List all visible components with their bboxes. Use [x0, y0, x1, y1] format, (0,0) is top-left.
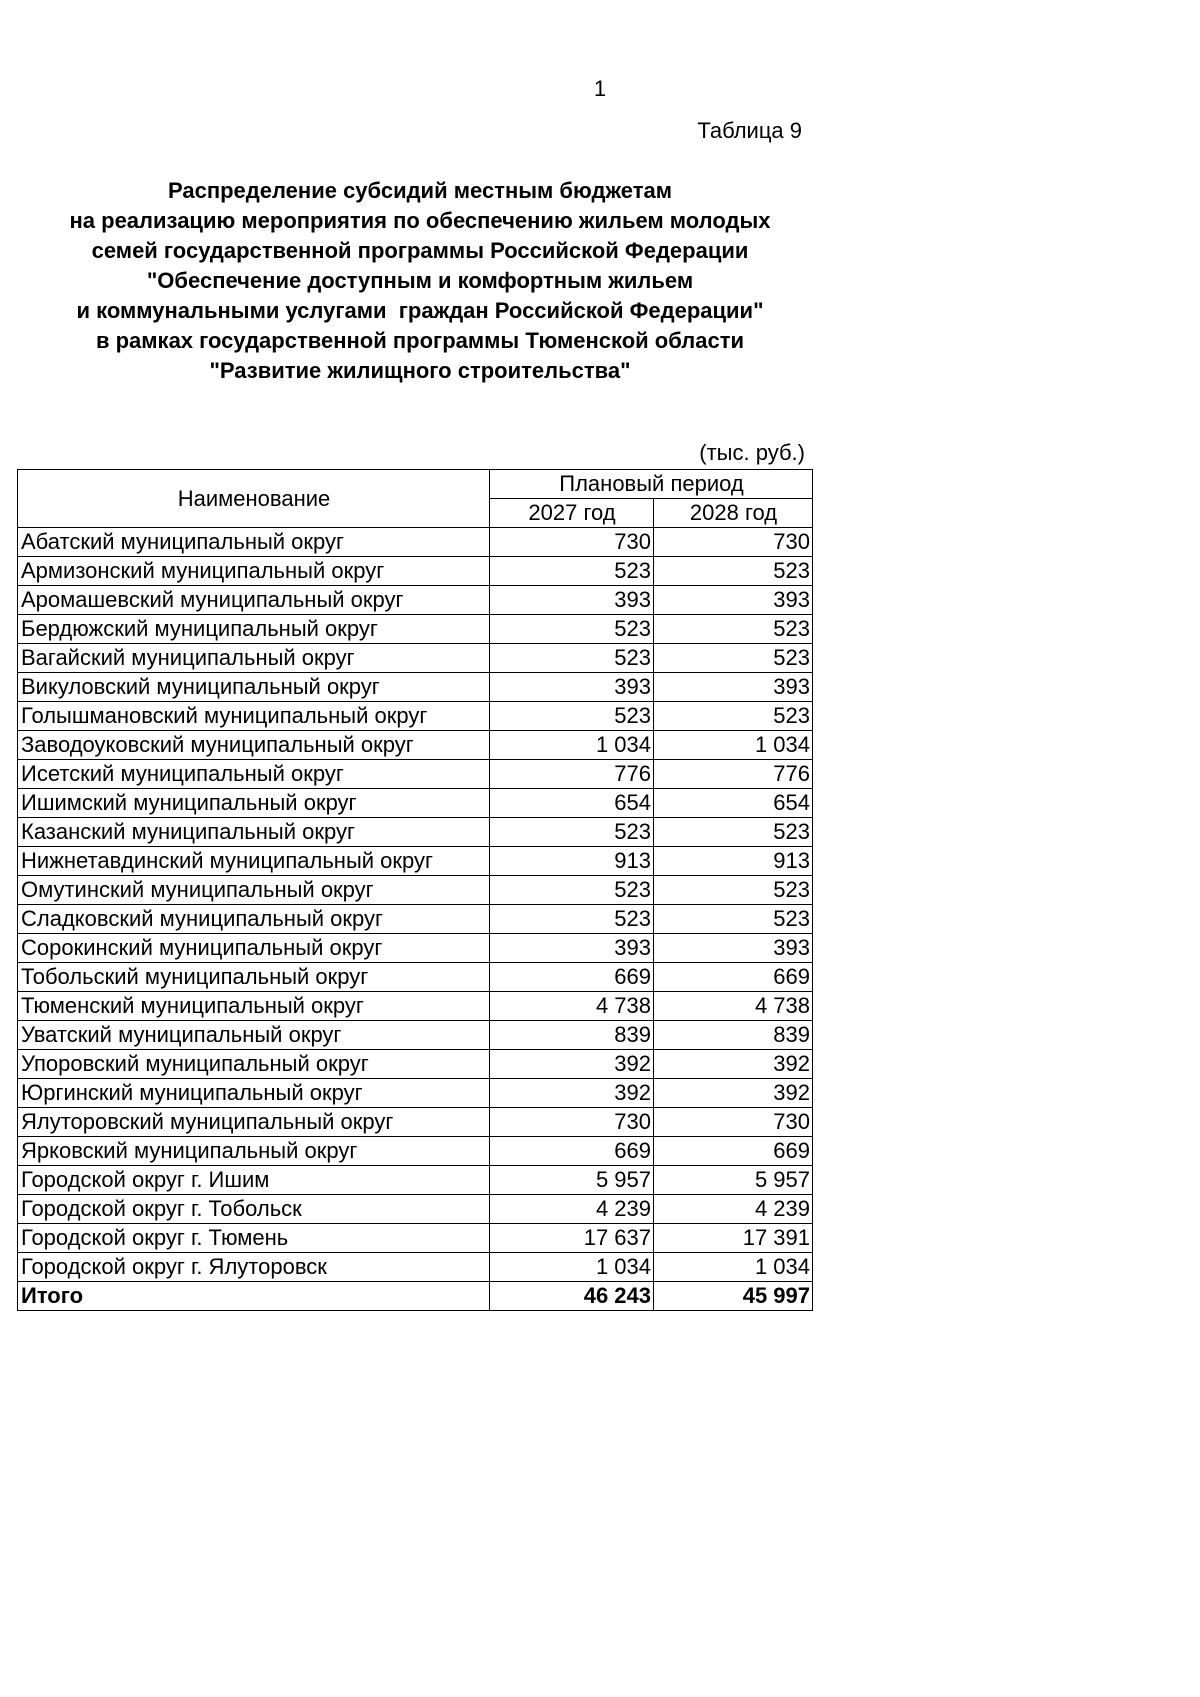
- table-row: [18, 1079, 813, 1108]
- value-2028: 730: [654, 528, 813, 557]
- table-row: [18, 586, 813, 615]
- value-2028: 776: [654, 760, 813, 789]
- municipality-name: Уватский муниципальный округ: [18, 1021, 490, 1050]
- column-header-name: Наименование: [18, 470, 490, 528]
- table-row: [18, 847, 813, 876]
- value-2028: 669: [654, 963, 813, 992]
- title-line: "Обеспечение доступным и комфортным жильем: [146, 268, 694, 293]
- municipality-name: Нижнетавдинский муниципальный округ: [18, 847, 490, 876]
- municipality-name: Голышмановский муниципальный округ: [18, 702, 490, 731]
- value-2027: 4 738: [490, 992, 654, 1021]
- total-2027: 46 243: [490, 1282, 654, 1311]
- value-2027: 669: [490, 1137, 654, 1166]
- title-line: и коммунальными услугами граждан Российской Федерации": [76, 298, 764, 323]
- value-2027: 730: [490, 1108, 654, 1137]
- municipality-name: Аромашевский муниципальный округ: [18, 586, 490, 615]
- municipality-name: Армизонский муниципальный округ: [18, 557, 490, 586]
- value-2027: 393: [490, 586, 654, 615]
- table-row: [18, 644, 813, 673]
- table-row: [18, 1224, 813, 1253]
- value-2027: 393: [490, 673, 654, 702]
- table-row: [18, 1108, 813, 1137]
- column-header-2027: 2027 год: [490, 499, 654, 528]
- value-2027: 392: [490, 1079, 654, 1108]
- table-row: [18, 615, 813, 644]
- value-2027: 669: [490, 963, 654, 992]
- municipality-name: Вагайский муниципальный округ: [18, 644, 490, 673]
- value-2027: 5 957: [490, 1166, 654, 1195]
- value-2027: 654: [490, 789, 654, 818]
- value-2028: 523: [654, 876, 813, 905]
- title-line: "Развитие жилищного строительства": [209, 358, 631, 383]
- municipality-name: Тобольский муниципальный округ: [18, 963, 490, 992]
- title-line: семей государственной программы Российской Федерации: [91, 238, 749, 263]
- value-2027: 776: [490, 760, 654, 789]
- value-2028: 913: [654, 847, 813, 876]
- total-2028: 45 997: [654, 1282, 813, 1311]
- value-2027: 913: [490, 847, 654, 876]
- value-2028: 1 034: [654, 731, 813, 760]
- value-2028: 654: [654, 789, 813, 818]
- value-2028: 523: [654, 905, 813, 934]
- municipality-name: Городской округ г. Ялуторовск: [18, 1253, 490, 1282]
- value-2027: 523: [490, 557, 654, 586]
- subsidy-table: [17, 469, 813, 1311]
- table-row: [18, 702, 813, 731]
- municipality-name: Абатский муниципальный округ: [18, 528, 490, 557]
- table-row: [18, 1253, 813, 1282]
- table-row: [18, 818, 813, 847]
- table-row: [18, 760, 813, 789]
- value-2028: 523: [654, 818, 813, 847]
- value-2028: 523: [654, 702, 813, 731]
- table-row: [18, 1137, 813, 1166]
- value-2028: 393: [654, 673, 813, 702]
- value-2027: 4 239: [490, 1195, 654, 1224]
- municipality-name: Ярковский муниципальный округ: [18, 1137, 490, 1166]
- table-row: [18, 1166, 813, 1195]
- table-body: [18, 528, 813, 1311]
- table-row: [18, 1195, 813, 1224]
- table-row: [18, 789, 813, 818]
- municipality-name: Бердюжский муниципальный округ: [18, 615, 490, 644]
- value-2027: 523: [490, 905, 654, 934]
- value-2028: 4 239: [654, 1195, 813, 1224]
- title-line: в рамках государственной программы Тюменской области: [95, 328, 745, 353]
- page-number: 1: [593, 76, 607, 101]
- municipality-name: Упоровский муниципальный округ: [18, 1050, 490, 1079]
- municipality-name: Сладковский муниципальный округ: [18, 905, 490, 934]
- value-2027: 523: [490, 876, 654, 905]
- value-2028: 669: [654, 1137, 813, 1166]
- value-2027: 1 034: [490, 731, 654, 760]
- document-title: [20, 176, 820, 386]
- value-2027: 392: [490, 1050, 654, 1079]
- table-row: [18, 992, 813, 1021]
- municipality-name: Городской округ г. Ишим: [18, 1166, 490, 1195]
- value-2028: 392: [654, 1050, 813, 1079]
- table-row: [18, 528, 813, 557]
- title-line: Распределение субсидий местным бюджетам: [167, 178, 673, 203]
- municipality-name: Городской округ г. Тобольск: [18, 1195, 490, 1224]
- value-2027: 1 034: [490, 1253, 654, 1282]
- municipality-name: Исетский муниципальный округ: [18, 760, 490, 789]
- value-2027: 393: [490, 934, 654, 963]
- value-2028: 17 391: [654, 1224, 813, 1253]
- table-row: [18, 1021, 813, 1050]
- value-2028: 523: [654, 644, 813, 673]
- value-2028: 1 034: [654, 1253, 813, 1282]
- value-2027: 523: [490, 644, 654, 673]
- value-2028: 393: [654, 934, 813, 963]
- municipality-name: Заводоуковский муниципальный округ: [18, 731, 490, 760]
- total-row: [18, 1282, 813, 1311]
- municipality-name: Ялуторовский муниципальный округ: [18, 1108, 490, 1137]
- municipality-name: Сорокинский муниципальный округ: [18, 934, 490, 963]
- municipality-name: Ишимский муниципальный округ: [18, 789, 490, 818]
- value-2028: 393: [654, 586, 813, 615]
- table-row: [18, 1050, 813, 1079]
- municipality-name: Юргинский муниципальный округ: [18, 1079, 490, 1108]
- table-row: [18, 731, 813, 760]
- value-2028: 523: [654, 615, 813, 644]
- table-row: [18, 905, 813, 934]
- table-header-row: [18, 470, 813, 499]
- table-row: [18, 673, 813, 702]
- value-2027: 523: [490, 615, 654, 644]
- value-2028: 730: [654, 1108, 813, 1137]
- value-2028: 4 738: [654, 992, 813, 1021]
- municipality-name: Казанский муниципальный округ: [18, 818, 490, 847]
- column-header-2028: 2028 год: [654, 499, 813, 528]
- value-2027: 17 637: [490, 1224, 654, 1253]
- units-label: (тыс. руб.): [699, 440, 805, 465]
- value-2027: 523: [490, 702, 654, 731]
- column-header-period: Плановый период: [490, 470, 813, 499]
- value-2027: 730: [490, 528, 654, 557]
- table-label: Таблица 9: [697, 118, 802, 143]
- municipality-name: Викуловский муниципальный округ: [18, 673, 490, 702]
- title-line: на реализацию мероприятия по обеспечению жильем молодых: [69, 208, 771, 233]
- table-row: [18, 934, 813, 963]
- value-2027: 523: [490, 818, 654, 847]
- municipality-name: Городской округ г. Тюмень: [18, 1224, 490, 1253]
- value-2028: 5 957: [654, 1166, 813, 1195]
- value-2028: 839: [654, 1021, 813, 1050]
- value-2027: 839: [490, 1021, 654, 1050]
- table-row: [18, 963, 813, 992]
- municipality-name: Тюменский муниципальный округ: [18, 992, 490, 1021]
- total-label: Итого: [18, 1282, 490, 1311]
- value-2028: 523: [654, 557, 813, 586]
- value-2028: 392: [654, 1079, 813, 1108]
- table-row: [18, 876, 813, 905]
- municipality-name: Омутинский муниципальный округ: [18, 876, 490, 905]
- table-row: [18, 557, 813, 586]
